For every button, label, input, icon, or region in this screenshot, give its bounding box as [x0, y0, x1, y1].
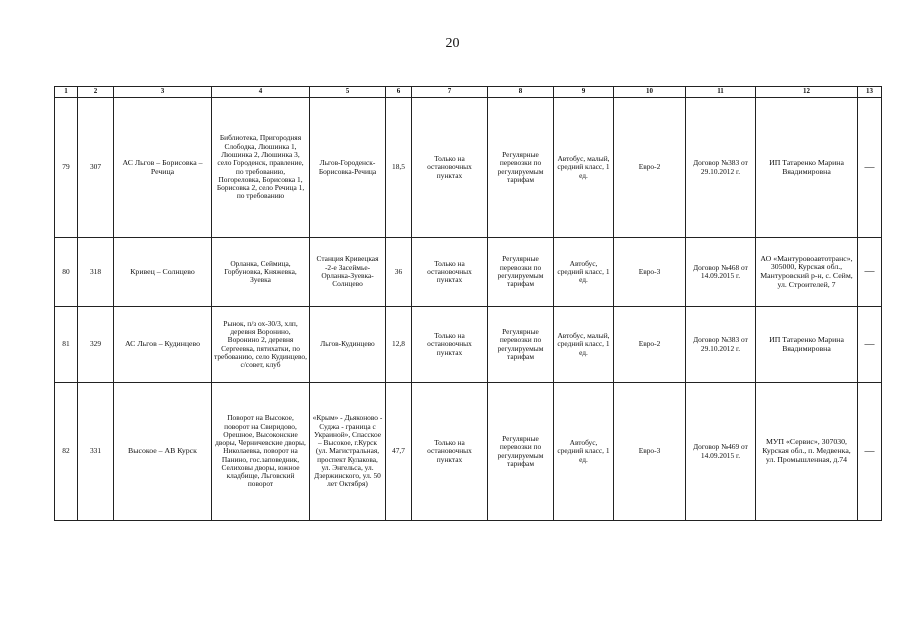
route-streets: Станция Кривецкая -2-е Засеймье-Орланка-Зуевка-Солнцево — [310, 238, 386, 307]
header-row — [55, 87, 882, 98]
transport-type: Регулярные перевозки по регулируемым тарифам — [488, 98, 554, 238]
vehicle-info: Автобус, малый, средний класс, 1 ед. — [554, 98, 614, 238]
column-header: 6 — [386, 87, 412, 98]
contract-info: Договор №469 от 14.09.2015 г. — [686, 383, 756, 521]
row-number: 82 — [55, 383, 78, 521]
column-header: 11 — [686, 87, 756, 98]
route-stops: Библиотека, Пригородняя Слободка, Люшинка 1, Люшинка 2, Люшинка 3, село Городенск, правление, по требованию, Погореловка, Борисовка 1, Борисовка 2, село Речица 1, по требованию — [212, 98, 310, 238]
route-streets: Льгов-Городенск-Борисовка-Речица — [310, 98, 386, 238]
stop-order: Только на остановочных пунктах — [412, 98, 488, 238]
column-header: 3 — [114, 87, 212, 98]
route-stops: Поворот на Высокое, поворот на Свиридово, Орешное, Высоконские дворы, Черничевские дворы, Николаевка, поворот на Панино, гос.заповедник, Селиховы дворы, южное кладбище, Льговский поворот — [212, 383, 310, 521]
column-header: 13 — [858, 87, 882, 98]
transport-type: Регулярные перевозки по регулируемым тарифам — [488, 383, 554, 521]
routes-table — [54, 86, 882, 521]
route-name: АС Льгов – Кудинцево — [114, 307, 212, 383]
column-header: 4 — [212, 87, 310, 98]
table-row — [55, 383, 882, 521]
contract-info: Договор №383 от 29.10.2012 г. — [686, 307, 756, 383]
vehicle-info: Автобус, средний класс, 1 ед. — [554, 238, 614, 307]
page-number: 20 — [445, 36, 460, 51]
route-stops: Орланка, Сеймица, Горбуновка, Княжевка, Зуевка — [212, 238, 310, 307]
contract-info: Договор №383 от 29.10.2012 г. — [686, 98, 756, 238]
route-streets: Льгов-Кудинцево — [310, 307, 386, 383]
column-header: 10 — [614, 87, 686, 98]
table-row — [55, 307, 882, 383]
eco-class: Евро-2 — [614, 98, 686, 238]
row-number: 79 — [55, 98, 78, 238]
route-length: 12,8 — [386, 307, 412, 383]
extra-cell: — — [858, 383, 882, 521]
column-header: 5 — [310, 87, 386, 98]
carrier-info: ИП Татаренко Марина Вяадимировна — [756, 307, 858, 383]
column-header: 8 — [488, 87, 554, 98]
extra-cell: — — [858, 98, 882, 238]
carrier-info: ИП Татаренко Марина Вяадимировна — [756, 98, 858, 238]
carrier-info: АО «Мантуровоавтотранс», 305000, Курская обл., Мантуровский р-н, с. Сейм, ул. Строителей, 7 — [756, 238, 858, 307]
route-number: 318 — [78, 238, 114, 307]
eco-class: Евро-3 — [614, 238, 686, 307]
route-stops: Рынок, п/з ох-30/3, хлп, деревня Воронино, Воронино 2, деревня Сергеевка, пятихатки, по требованию, село Кудинцево, с/совет, клуб — [212, 307, 310, 383]
route-length: 18,5 — [386, 98, 412, 238]
vehicle-info: Автобус, малый, средний класс, 1 ед. — [554, 307, 614, 383]
route-name: Кривец – Солнцево — [114, 238, 212, 307]
carrier-info: МУП «Сервис», 307030, Курская обл., п. Медвенка, ул. Промышленная, д.74 — [756, 383, 858, 521]
column-header: 2 — [78, 87, 114, 98]
column-header: 1 — [55, 87, 78, 98]
route-number: 331 — [78, 383, 114, 521]
stop-order: Только на остановочных пунктах — [412, 238, 488, 307]
route-number: 307 — [78, 98, 114, 238]
stop-order: Только на остановочных пунктах — [412, 383, 488, 521]
row-number: 80 — [55, 238, 78, 307]
column-header: 12 — [756, 87, 858, 98]
eco-class: Евро-2 — [614, 307, 686, 383]
table-row — [55, 98, 882, 238]
table-row — [55, 238, 882, 307]
route-streets: «Крым» - Дьяконово - Суджа - граница с Украиной», Спасское – Высокое, г.Курск (ул. Магистральная, проспект Кулакова, ул. Энгельса, ул. Дзержинского, ул. 50 лет Октября) — [310, 383, 386, 521]
row-number: 81 — [55, 307, 78, 383]
extra-cell: — — [858, 238, 882, 307]
transport-type: Регулярные перевозки по регулируемым тарифам — [488, 238, 554, 307]
route-name: Высокое – АВ Курск — [114, 383, 212, 521]
route-number: 329 — [78, 307, 114, 383]
contract-info: Договор №468 от 14.09.2015 г. — [686, 238, 756, 307]
route-length: 47,7 — [386, 383, 412, 521]
route-name: АС Льгов – Борисовка – Речица — [114, 98, 212, 238]
route-length: 36 — [386, 238, 412, 307]
stop-order: Только на остановочных пунктах — [412, 307, 488, 383]
vehicle-info: Автобус, средний класс, 1 ед. — [554, 383, 614, 521]
column-header: 7 — [412, 87, 488, 98]
column-header: 9 — [554, 87, 614, 98]
extra-cell: — — [858, 307, 882, 383]
transport-type: Регулярные перевозки по регулируемым тарифам — [488, 307, 554, 383]
eco-class: Евро-3 — [614, 383, 686, 521]
